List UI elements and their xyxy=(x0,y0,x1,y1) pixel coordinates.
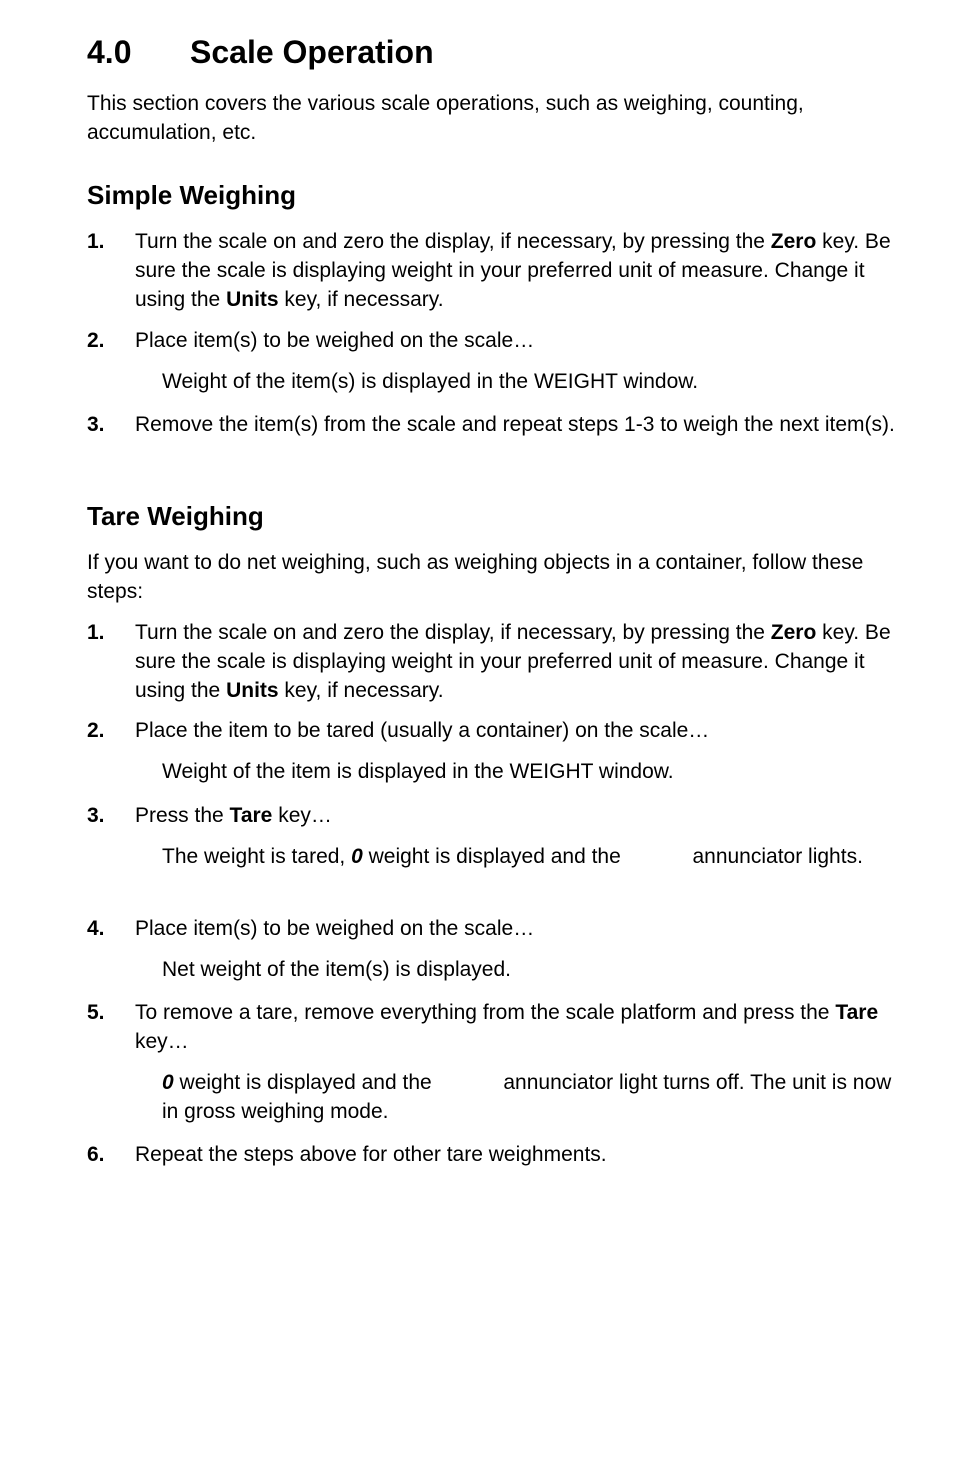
step-text: key, if necessary. xyxy=(278,288,444,311)
simple-step-1 xyxy=(87,227,909,314)
tare-step-4 xyxy=(87,914,909,943)
section-heading xyxy=(87,34,434,71)
step-number: 1. xyxy=(87,621,105,644)
zero-value: 0 xyxy=(351,845,363,868)
tare-step-6 xyxy=(87,1140,909,1169)
step-text: key… xyxy=(272,804,332,827)
tare-intro: If you want to do net weighing, such as weighing objects in a container, follow these steps: xyxy=(87,551,864,603)
step-text: Press the xyxy=(135,804,230,827)
step-number: 4. xyxy=(87,917,105,940)
section-number: 4.0 xyxy=(87,34,132,70)
zero-key-label: Zero xyxy=(770,621,817,644)
simple-weighing-heading: Simple Weighing xyxy=(87,180,296,210)
units-key-label: Units xyxy=(226,288,279,311)
result-text: weight is displayed and the xyxy=(362,845,627,868)
step-text: Place item(s) to be weighed on the scale… xyxy=(135,917,535,940)
step-number: 5. xyxy=(87,1001,105,1024)
step-text: key. Be sure the scale is displaying weight in your preferred unit of measure. Change it using the xyxy=(135,621,891,702)
result-text: The weight is tared, xyxy=(162,845,352,868)
tare-step-5 xyxy=(87,998,909,1056)
zero-value: 0 xyxy=(162,1071,174,1094)
step-text: Place item(s) to be weighed on the scale… xyxy=(135,329,535,352)
simple-step-2 xyxy=(87,326,909,355)
section-title: Scale Operation xyxy=(190,34,434,70)
step-number: 3. xyxy=(87,413,105,436)
tare-step-3-result xyxy=(162,842,912,871)
step-text: Remove the item(s) from the scale and repeat steps 1-3 to weigh the next item(s). xyxy=(135,413,895,436)
step-number: 1. xyxy=(87,230,105,253)
tare-key-label: Tare xyxy=(835,1001,879,1024)
result-text: weight is displayed and the xyxy=(173,1071,438,1094)
step-number: 3. xyxy=(87,804,105,827)
step-number: 6. xyxy=(87,1143,105,1166)
tare-key-label: Tare xyxy=(229,804,273,827)
tare-weighing-heading: Tare Weighing xyxy=(87,501,264,531)
result-text: annunciator lights. xyxy=(686,845,863,868)
step-text: To remove a tare, remove everything from the scale platform and press the xyxy=(135,1001,836,1024)
step-text: Repeat the steps above for other tare weighments. xyxy=(135,1143,607,1166)
simple-step-3 xyxy=(87,410,909,439)
tare-step-3 xyxy=(87,801,909,830)
section-intro: This section covers the various scale operations, such as weighing, counting, accumulation, etc. xyxy=(87,92,804,144)
step-text: Turn the scale on and zero the display, if necessary, by pressing the xyxy=(135,230,771,253)
step-text: key… xyxy=(135,1030,189,1053)
step-text: Place the item to be tared (usually a container) on the scale… xyxy=(135,719,710,742)
tare-step-2-result: Weight of the item is displayed in the WEIGHT window. xyxy=(162,760,674,783)
step-number: 2. xyxy=(87,719,105,742)
zero-key-label: Zero xyxy=(770,230,817,253)
tare-step-1 xyxy=(87,618,909,705)
result-text: annunciator light turns off. The unit is now in gross weighing mode. xyxy=(162,1071,892,1123)
simple-step-2-result: Weight of the item(s) is displayed in the WEIGHT window. xyxy=(162,370,699,393)
step-number: 2. xyxy=(87,329,105,352)
step-text: Turn the scale on and zero the display, if necessary, by pressing the xyxy=(135,621,771,644)
tare-step-2 xyxy=(87,716,909,745)
step-text: key, if necessary. xyxy=(278,679,444,702)
step-text: key. Be sure the scale is displaying weight in your preferred unit of measure. Change it using the xyxy=(135,230,891,311)
units-key-label: Units xyxy=(226,679,279,702)
tare-step-4-result: Net weight of the item(s) is displayed. xyxy=(162,958,511,981)
tare-step-5-result xyxy=(162,1068,912,1126)
